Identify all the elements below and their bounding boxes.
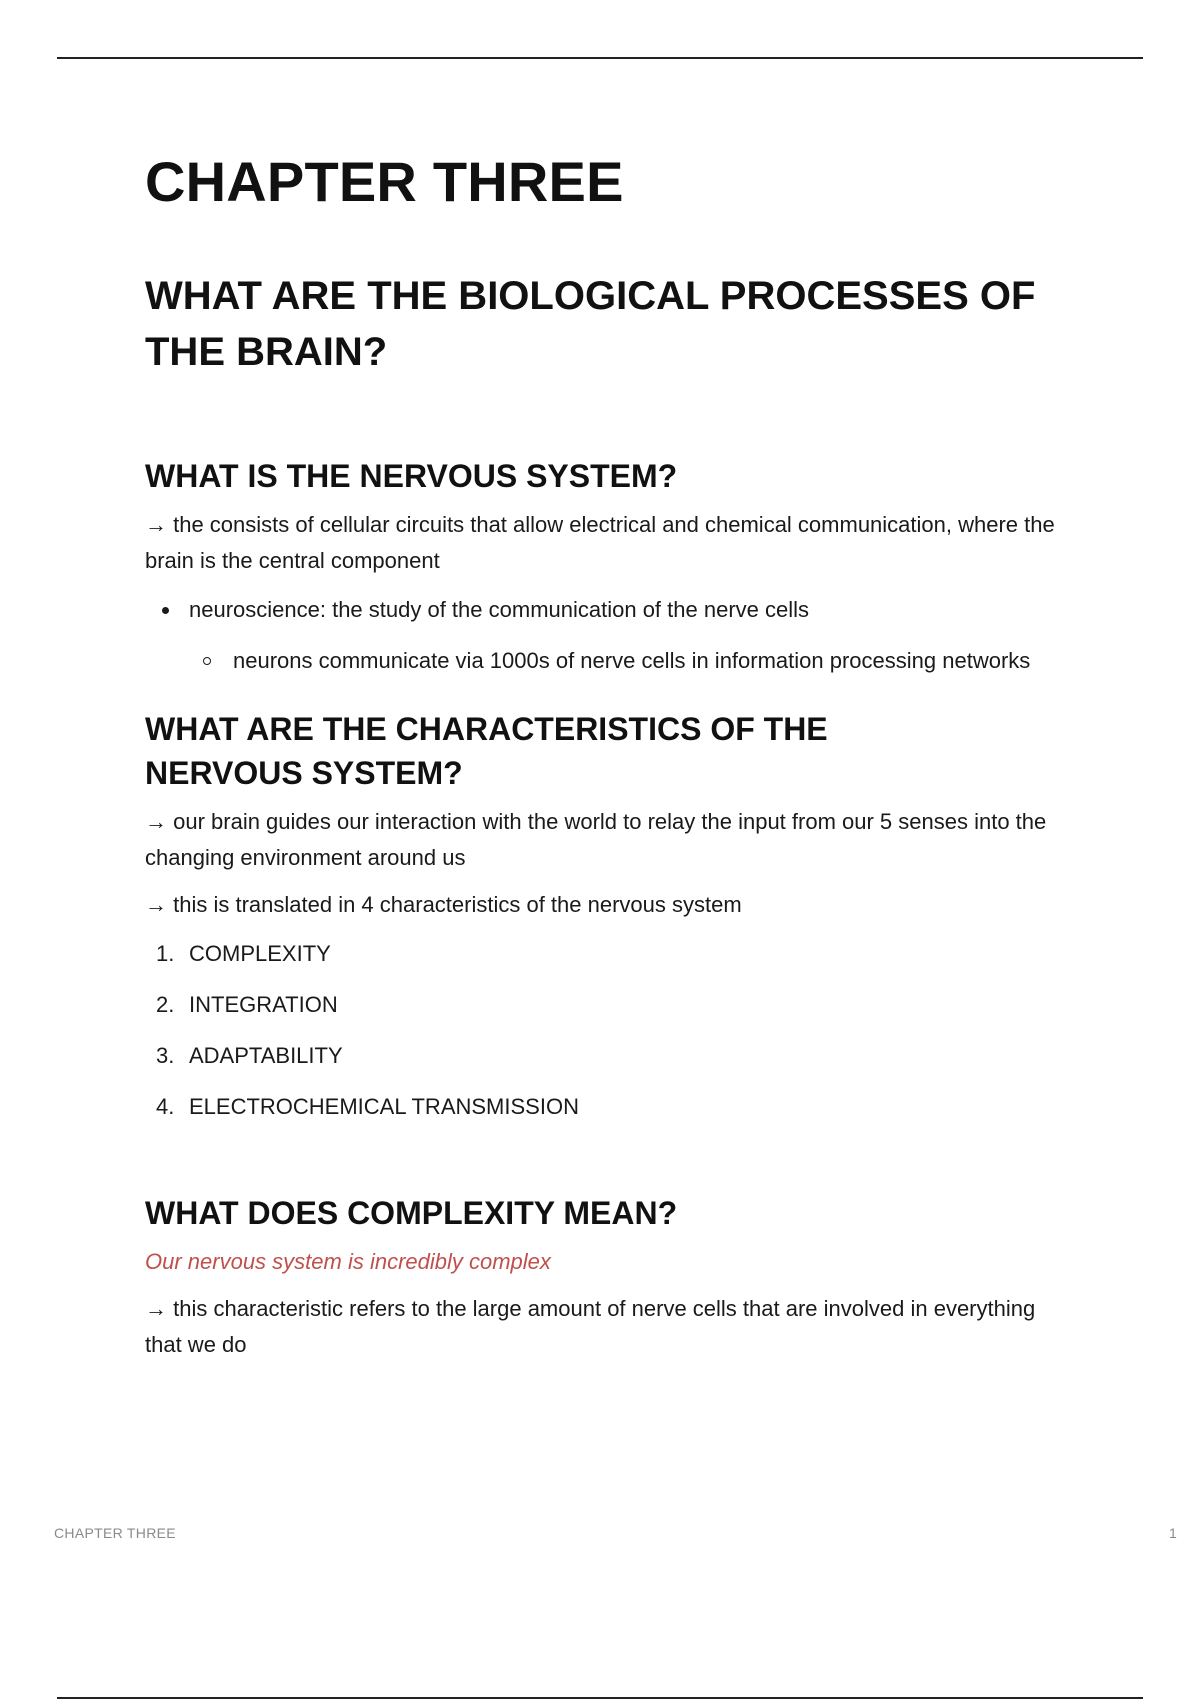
footer-page-number: 1 (1169, 1525, 1177, 1541)
nervous-system-bullets (145, 592, 1075, 679)
nervous-system-intro: → the consists of cellular circuits that allow electrical and chemical communication, where the brain is the central component (145, 512, 1055, 573)
main-heading: WHAT ARE THE BIOLOGICAL PROCESSES OF THE BRAIN? (145, 274, 1036, 374)
list-item-label: ELECTROCHEMICAL TRANSMISSION (189, 1094, 579, 1119)
characteristics-list (145, 936, 1075, 1125)
nested-bullets (145, 643, 1075, 679)
page-content (145, 140, 1075, 1363)
bullet-dot-icon (162, 607, 169, 614)
bullet-text: neuroscience: the study of the communication of the nerve cells (189, 597, 810, 622)
section-heading-complexity: WHAT DOES COMPLEXITY MEAN? (145, 1195, 678, 1231)
list-item (145, 987, 1075, 1023)
bottom-rule (57, 1697, 1143, 1699)
characteristics-paragraph-2: → this is translated in 4 characteristics of the nervous system (145, 892, 742, 917)
section-heading-characteristics: WHAT ARE THE CHARACTERISTICS OF THE NERVOUS SYSTEM? (145, 711, 828, 791)
list-item (145, 1089, 1075, 1125)
list-item-label: ADAPTABILITY (189, 1043, 343, 1068)
list-number: 3. (156, 1043, 175, 1068)
top-rule (57, 57, 1143, 59)
list-item (145, 592, 1075, 679)
section-heading-nervous-system: WHAT IS THE NERVOUS SYSTEM? (145, 458, 678, 494)
list-item-label: INTEGRATION (189, 992, 338, 1017)
list-item (145, 1038, 1075, 1074)
list-item-label: COMPLEXITY (189, 941, 331, 966)
sub-bullet-text: neurons communicate via 1000s of nerve cells in information processing networks (233, 648, 1031, 673)
complexity-paragraph: → this characteristic refers to the large amount of nerve cells that are involved in everything that we do (145, 1296, 1036, 1357)
list-number: 2. (156, 992, 175, 1017)
list-item (145, 643, 1033, 679)
list-number: 1. (156, 941, 175, 966)
footer-chapter-label: CHAPTER THREE (54, 1525, 176, 1541)
chapter-title: CHAPTER THREE (145, 150, 624, 213)
list-item (145, 936, 1075, 972)
bullet-circle-icon (203, 657, 211, 665)
characteristics-paragraph-1: → our brain guides our interaction with the world to relay the input from our 5 senses into the changing environment around us (145, 809, 1047, 870)
complexity-highlight: Our nervous system is incredibly complex (145, 1249, 551, 1274)
list-number: 4. (156, 1094, 175, 1119)
